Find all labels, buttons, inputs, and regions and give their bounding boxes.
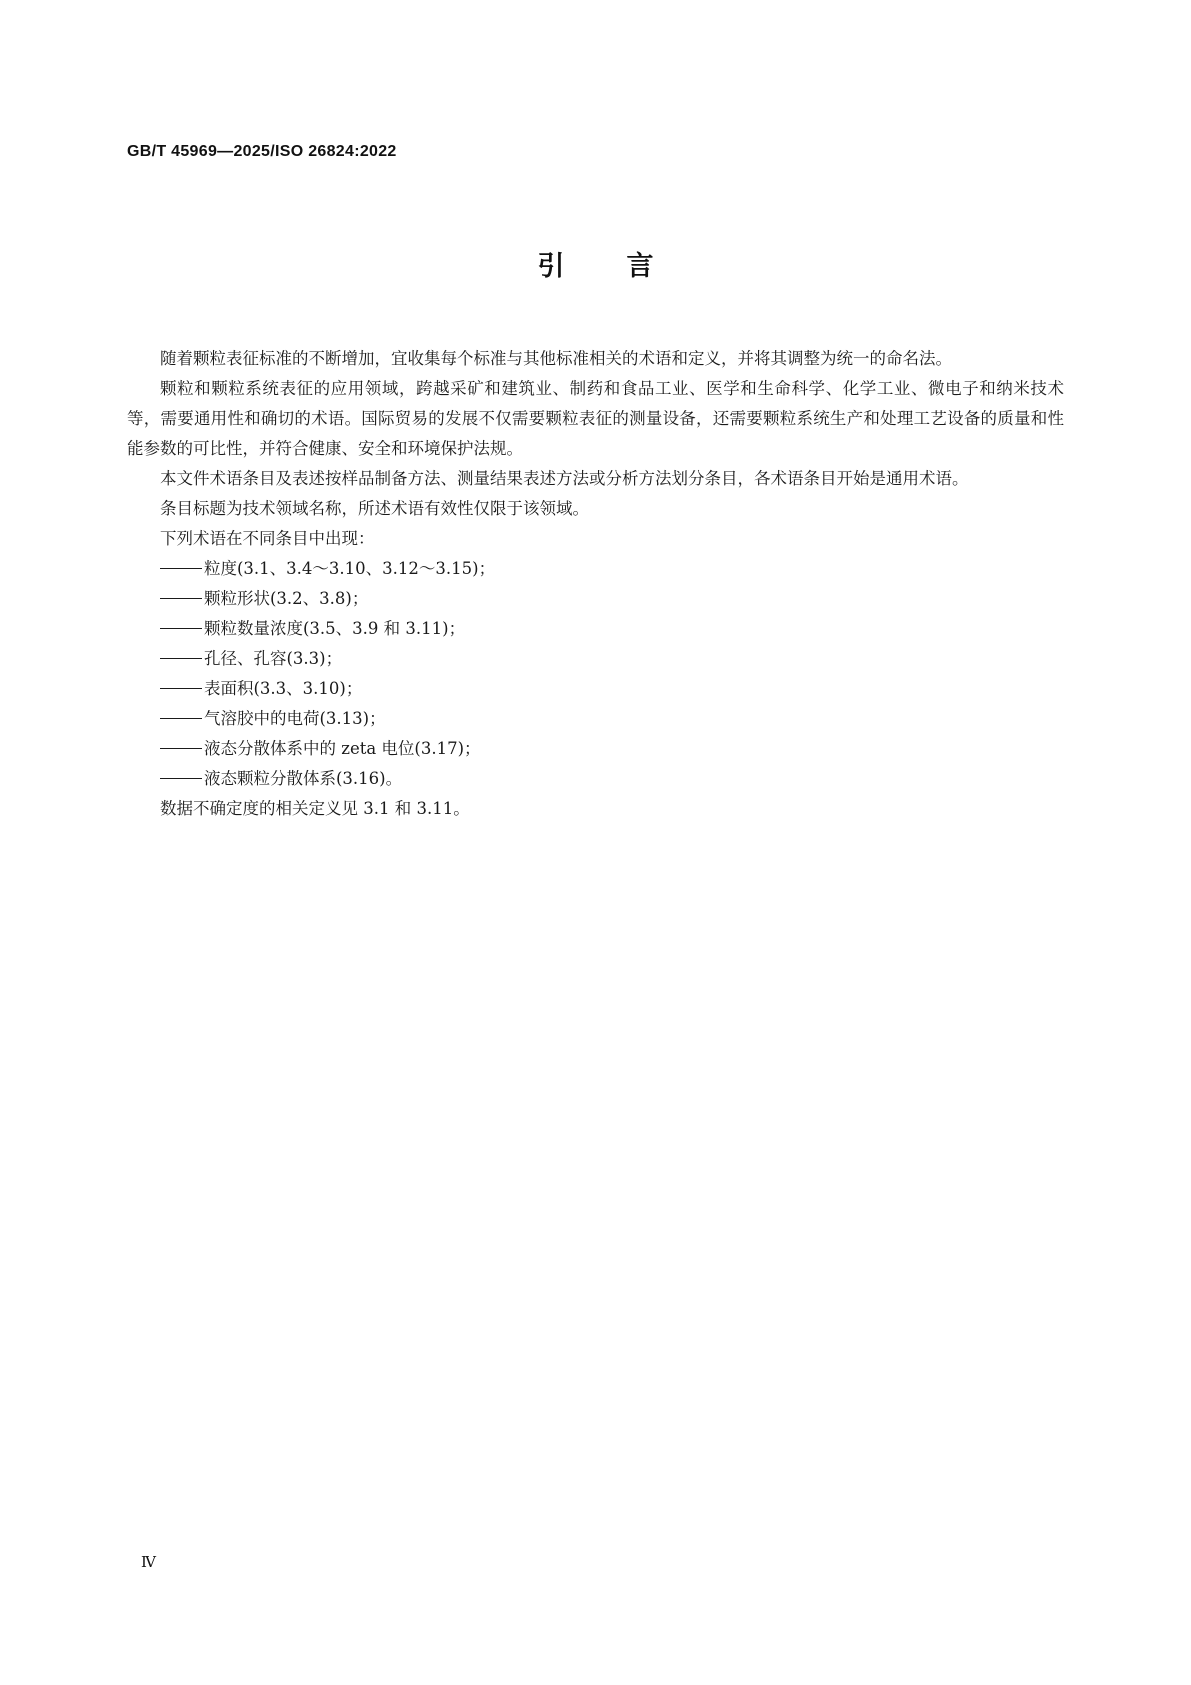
paragraph-2: 颗粒和颗粒系统表征的应用领域，跨越采矿和建筑业、制药和食品工业、医学和生命科学、化学工业、微电子和纳米技术等，需要通用性和确切的术语。国际贸易的发展不仅需要颗粒表征的测量设备，还需要颗粒系统生产和处理工艺设备的质量和性能参数的可比性，并符合健康、安全和环境保护法规。 [127,379,1064,458]
list-item-text: 气溶胶中的电荷(3.13)； [204,709,386,728]
list-item [127,554,1064,584]
dash-icon [160,688,202,689]
list-item [127,614,1064,644]
list-item-text: 孔径、孔容(3.3)； [204,649,343,668]
list-item-text: 粒度(3.1、3.4～3.10、3.12～3.15)； [204,559,496,578]
list-item [127,584,1064,614]
paragraph-4: 条目标题为技术领域名称，所述术语有效性仅限于该领域。 [160,499,589,518]
list-item [127,734,1064,764]
paragraph-3: 本文件术语条目及表述按样品制备方法、测量结果表述方法或分析方法划分条目，各术语条目开始是通用术语。 [160,469,969,488]
dash-icon [160,778,202,779]
title-char-2: 言 [626,251,654,282]
list-item-text: 液态颗粒分散体系(3.16)。 [204,769,403,788]
list-item [127,704,1064,734]
introduction-body [127,344,1064,824]
list-item [127,764,1064,794]
closing-paragraph: 数据不确定度的相关定义见 3.1 和 3.11。 [160,799,470,818]
list-item [127,644,1064,674]
dash-icon [160,628,202,629]
dash-icon [160,718,202,719]
document-code-header: GB/T 45969—2025/ISO 26824:2022 [127,143,397,160]
dash-icon [160,748,202,749]
list-item-text: 液态分散体系中的 zeta 电位(3.17)； [204,739,481,758]
page-number: Ⅳ [141,1553,156,1571]
term-list [127,554,1064,794]
title-char-1: 引 [537,251,565,282]
dash-icon [160,658,202,659]
section-title [0,244,1191,283]
list-item [127,674,1064,704]
list-item-text: 颗粒数量浓度(3.5、3.9 和 3.11)； [204,619,466,638]
dash-icon [160,568,202,569]
paragraph-5: 下列术语在不同条目中出现： [160,529,375,548]
paragraph-1: 随着颗粒表征标准的不断增加，宜收集每个标准与其他标准相关的术语和定义，并将其调整为统一的命名法。 [160,349,952,368]
list-item-text: 颗粒形状(3.2、3.8)； [204,589,369,608]
list-item-text: 表面积(3.3、3.10)； [204,679,363,698]
dash-icon [160,598,202,599]
